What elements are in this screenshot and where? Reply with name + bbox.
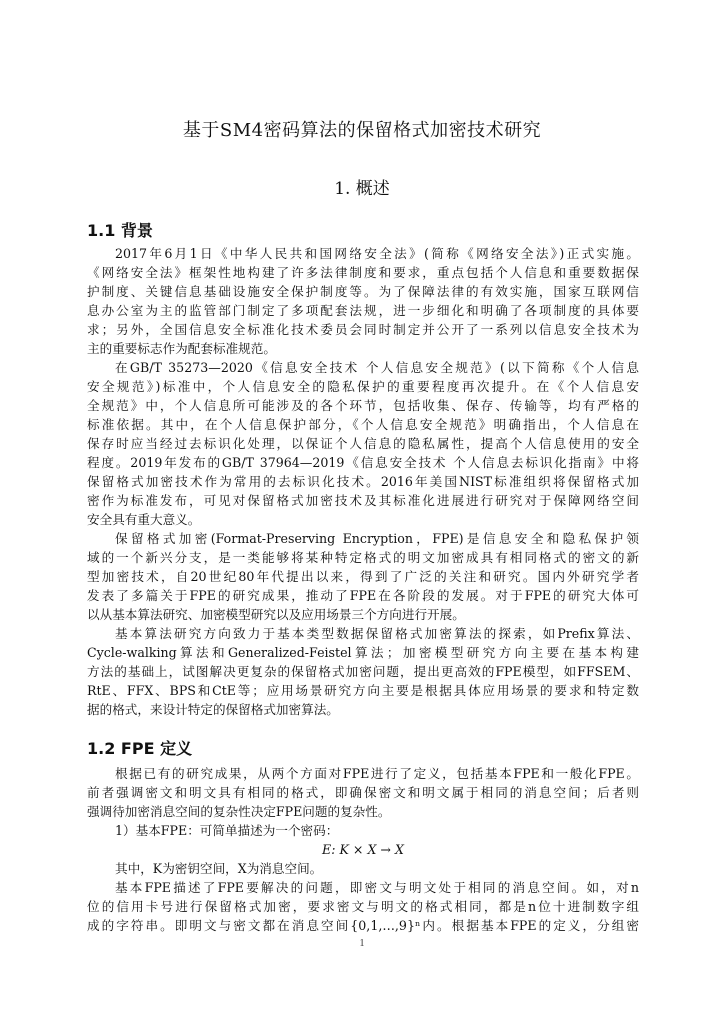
background-body bbox=[87, 244, 639, 719]
page-number: 1 bbox=[359, 938, 365, 949]
text-line: 据的格式，来设计特定的保留格式加密算法。 bbox=[87, 702, 339, 717]
text-line: 全规范》中，个人信息所可能涉及的各个环节，包括收集、保存、传输等，均有严格的 bbox=[87, 398, 639, 413]
text-line: 保留格式加密(Format-Preserving Encryption，FPE)是信息安全和隐私保护领 bbox=[115, 531, 639, 546]
text-line: 保存时应当经过去标识化处理，以保证个人信息的隐私属性，提高个人信息使用的安全 bbox=[87, 436, 639, 451]
text-line: 域的一个新兴分支，是一类能够将某种特定格式的明文加密成具有相同格式的密文的新 bbox=[87, 550, 639, 565]
text-line: 息办公室为主的监管部门制定了多项配套法规，进一步细化和明确了各项制度的具体要 bbox=[87, 303, 639, 318]
text-line: 密作为标准发布，可见对保留格式加密技术及其标准化进展进行研究对于保障网络空间 bbox=[87, 493, 639, 508]
text-line: 发表了多篇关于FPE的研究成果，推动了FPE在各阶段的发展。对于FPE的研究大体可 bbox=[87, 588, 639, 603]
text-line: 在GB/T 35273—2020《信息安全技术 个人信息安全规范》(以下简称《个人信息 bbox=[115, 360, 639, 375]
subsection-heading-fpe-definition: 1.2 FPE 定义 bbox=[87, 739, 193, 758]
paper-title: 基于SM4密码算法的保留格式加密技术研究 bbox=[182, 120, 542, 141]
text-line: 前者强调密文和明文具有相同的格式，即确保密文和明文属于相同的消息空间；后者则 bbox=[87, 785, 639, 800]
text-line: RtE、FFX、BPS和CtE等；应用场景研究方向主要是根据具体应用场景的要求和特定数 bbox=[87, 683, 639, 698]
text-line: 型加密技术，自20世纪80年代提出以来，得到了广泛的关注和研究。国内外研究学者 bbox=[87, 569, 639, 584]
text-line: 安全规范》)标准中，个人信息安全的隐私保护的重要程度再次提升。在《个人信息安 bbox=[87, 379, 639, 394]
text-line: 以从基本算法研究、加密模型研究以及应用场景三个方向进行开展。 bbox=[87, 607, 465, 622]
text-line: 基本算法研究方向致力于基本类型数据保留格式加密算法的探索，如Prefix算法、 bbox=[115, 626, 639, 641]
cipher-equation: E: K × X → X bbox=[322, 842, 404, 857]
text-line: 《网络安全法》框架性地构建了许多法律制度和要求，重点包括个人信息和重要数据保 bbox=[87, 265, 639, 280]
section-heading-overview: 1. 概述 bbox=[334, 179, 390, 199]
subsection-heading-background: 1.1 背景 bbox=[87, 221, 153, 240]
text-line: 方法的基础上，试图解决更复杂的保留格式加密问题，提出更高效的FPE模型，如FFSEM、 bbox=[87, 664, 639, 679]
definition-body bbox=[87, 764, 639, 935]
text-line: 根据已有的研究成果，从两个方面对FPE进行了定义，包括基本FPE和一般化FPE。 bbox=[115, 766, 639, 781]
text-line: 强调待加密消息空间的复杂性决定FPE问题的复杂性。 bbox=[87, 804, 391, 819]
text-line: 护制度、关键信息基础设施安全保护制度等。为了保障法律的有效实施，国家互联网信 bbox=[87, 284, 639, 299]
text-line: 程度。2019年发布的GB/T 37964—2019《信息安全技术 个人信息去标识化指南》中将 bbox=[87, 455, 639, 470]
text-line: 主的重要标志作为配套标准规范。 bbox=[87, 341, 276, 356]
text-line: 位的信用卡号进行保留格式加密，要求密文与明文的格式相同，都是n位十进制数字组 bbox=[87, 899, 639, 914]
text-line: 1）基本FPE：可简单描述为一个密码： bbox=[115, 823, 339, 838]
text-line: 标准依据。其中，在个人信息保护部分，《个人信息安全规范》明确指出，个人信息在 bbox=[87, 417, 639, 432]
text-line: 保留格式加密技术作为常用的去标识化技术。2016年美国NIST标准组织将保留格式加 bbox=[87, 474, 639, 489]
text-line: 2017年6月1日《中华人民共和国网络安全法》(简称《网络安全法》)正式实施。 bbox=[115, 246, 639, 261]
text-line: 成的字符串。即明文与密文都在消息空间{0,1,…,9}ⁿ内。根据基本FPE的定义，分组密 bbox=[87, 918, 639, 933]
text-line: 求；另外，全国信息安全标准化技术委员会同时制定并公开了一系列以信息安全技术为 bbox=[87, 322, 639, 337]
text-line: Cycle-walking算法和Generalized-Feistel算法；加密模型研究方向主要在基本构建 bbox=[87, 645, 639, 660]
text-line: 其中，K为密钥空间，X为消息空间。 bbox=[115, 861, 323, 876]
text-line: 安全具有重大意义。 bbox=[87, 512, 201, 527]
text-line: 基本FPE描述了FPE要解决的问题，即密文与明文处于相同的消息空间。如，对n bbox=[115, 880, 639, 895]
